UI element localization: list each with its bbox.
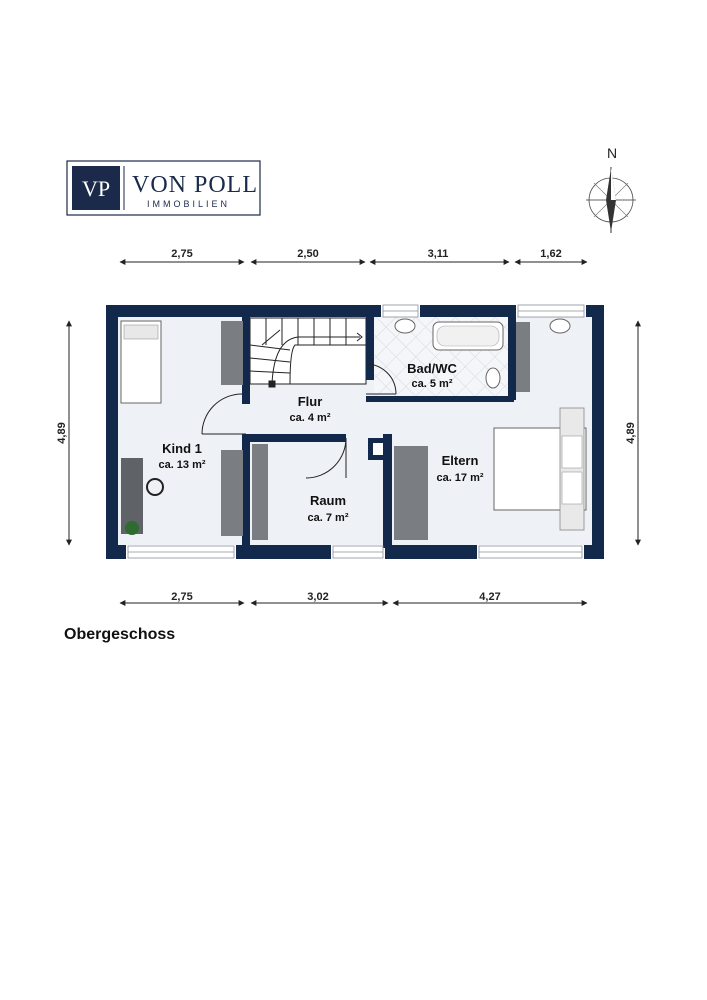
room-name-bad: Bad/WC: [407, 361, 457, 376]
dim-bottom-3: 4,27: [479, 591, 501, 603]
dim-bottom-2: 3,02: [307, 591, 329, 603]
dim-top-2: 2,50: [297, 248, 319, 260]
room-area-eltern: ca. 17 m²: [436, 472, 484, 484]
top-dimensions: [120, 248, 587, 262]
dim-right: 4,89: [625, 422, 637, 444]
shelf-icon: [252, 444, 268, 540]
room-name-kind1: Kind 1: [162, 441, 202, 456]
toilet-icon: [486, 368, 500, 388]
room-area-flur: ca. 4 m²: [289, 412, 331, 424]
bottom-dimensions: [120, 591, 587, 603]
dim-top-3: 3,11: [427, 248, 449, 260]
wardrobe-icon: [221, 450, 243, 536]
room-name-raum: Raum: [309, 493, 347, 508]
room-area-raum: ca. 7 m²: [307, 512, 349, 524]
room-area-kind1: ca. 13 m²: [158, 459, 206, 471]
cabinet-icon: [516, 322, 530, 392]
logo-monogram: VP: [81, 176, 111, 201]
dim-bottom-1: 2,75: [171, 591, 193, 603]
floor-title: Obergeschoss: [64, 626, 176, 643]
wardrobe-icon: [394, 446, 428, 540]
von-poll-logo: [67, 161, 260, 215]
room-name-eltern: Eltern: [441, 453, 479, 468]
room-name-flur: Flur: [297, 394, 323, 409]
sink-icon: [395, 319, 415, 333]
north-label: N: [606, 145, 618, 161]
logo-name: VON POLL: [132, 172, 258, 198]
staircase: [250, 318, 366, 387]
dim-left: 4,89: [56, 422, 68, 444]
dim-top-4: 1,62: [540, 248, 562, 260]
wardrobe-icon: [221, 321, 243, 385]
room-area-bad: ca. 5 m²: [411, 378, 453, 390]
north-compass-icon: [586, 145, 636, 233]
dim-top-1: 2,75: [171, 248, 193, 260]
raum-furniture: [252, 444, 268, 540]
logo-subtitle: IMMOBILIEN: [147, 199, 231, 209]
plant-icon: [125, 521, 139, 535]
sink-icon: [550, 319, 570, 333]
